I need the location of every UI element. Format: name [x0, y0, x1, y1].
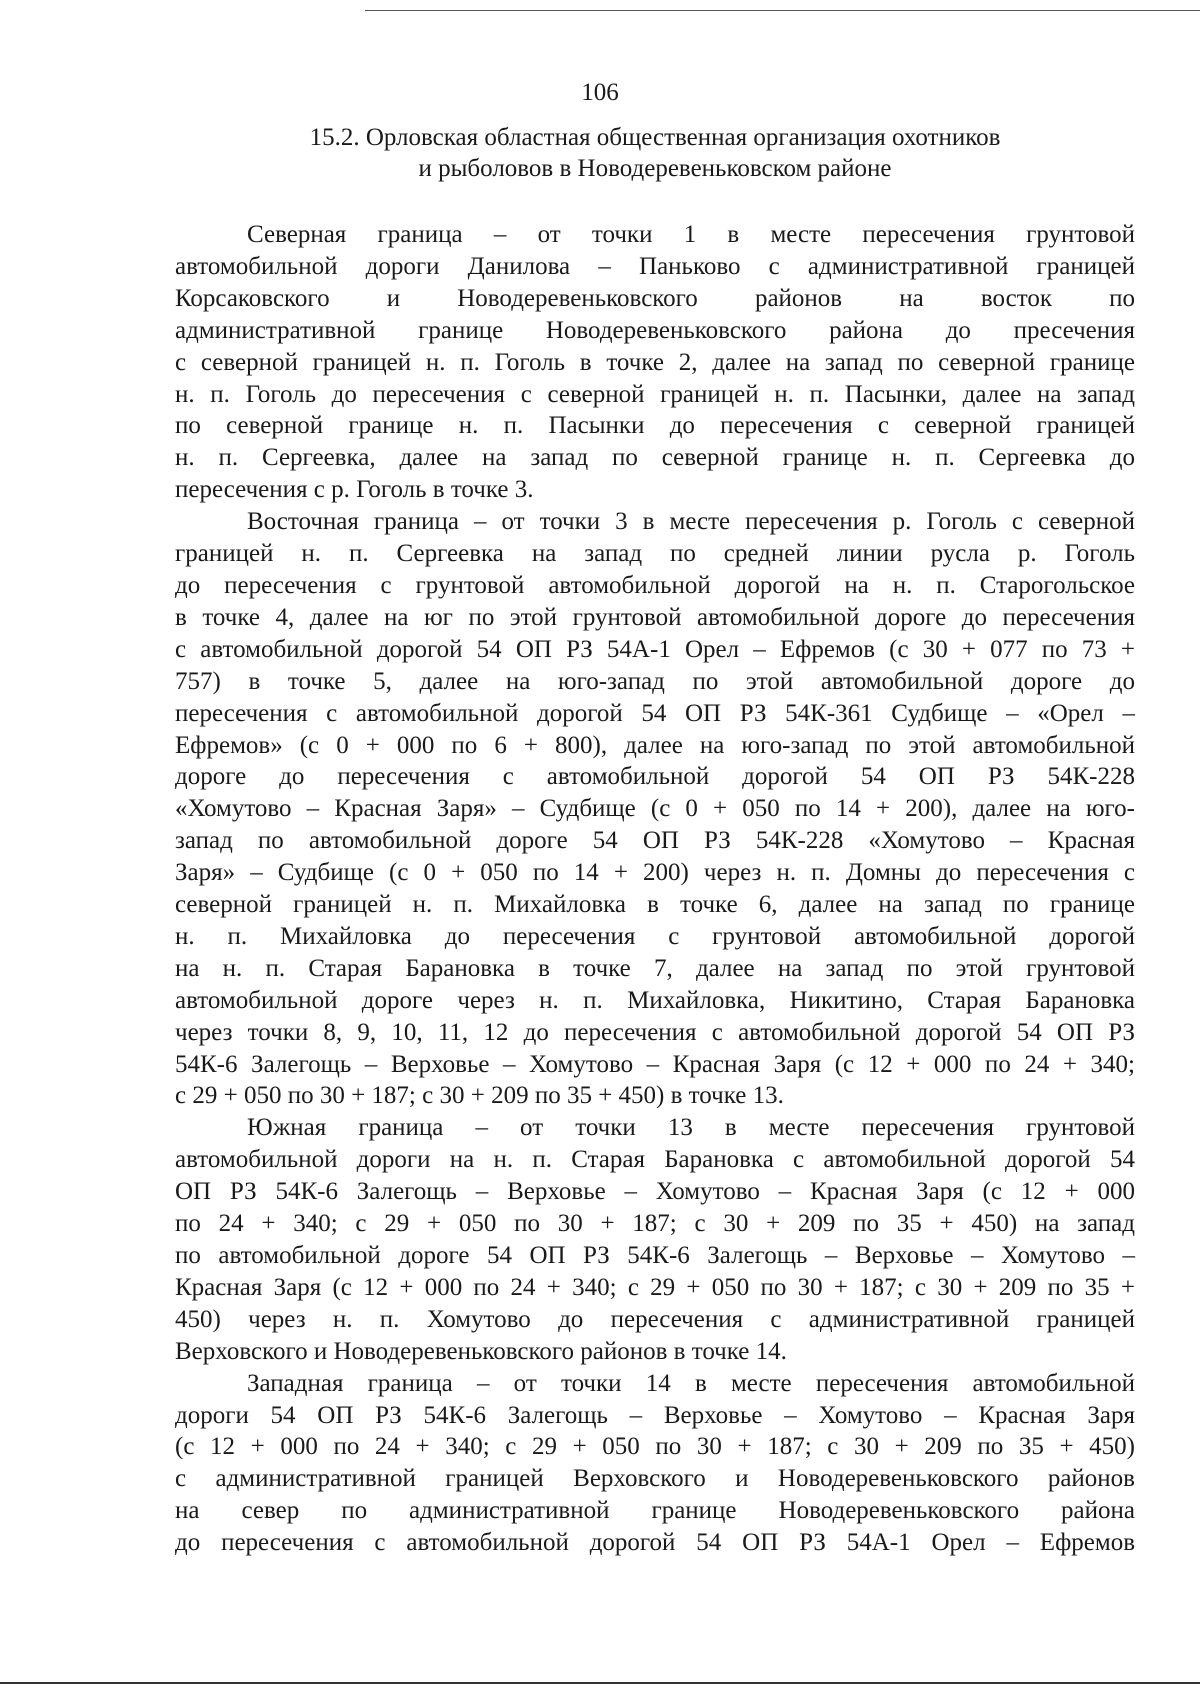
- page-number: 106: [581, 79, 619, 106]
- paragraph-west-boundary: [175, 1368, 1135, 1559]
- text-line: Красная Заря (с 12 + 000 по 24 + 340; с 29 + 050 по 30 + 187; с 30 + 209 по 35 +: [175, 1273, 1135, 1301]
- section-heading: [175, 122, 1135, 184]
- text-line: с автомобильной дорогой 54 ОП РЗ 54А-1 Орел – Ефремов (с 30 + 077 по 73 +: [175, 635, 1135, 663]
- text-line: Заря» – Судбище (с 0 + 050 по 14 + 200) через н. п. Домны до пересечения с: [175, 859, 1135, 887]
- text-line: до пересечения с автомобильной дорогой 54 ОП РЗ 54А-1 Орел – Ефремов: [175, 1529, 1135, 1557]
- text-line: административной границе Новодеревеньковского района до пресечения: [175, 316, 1135, 344]
- text-line: северной границей н. п. Михайловка в точке 6, далее на запад по границе: [175, 891, 1135, 919]
- text-line: по северной границе н. п. Пасынки до пересечения с северной границей: [175, 412, 1135, 440]
- paragraph-north-boundary: [175, 219, 1135, 506]
- text-line: дороги 54 ОП РЗ 54К-6 Залегощь – Верховье – Хомутово – Красная Заря: [175, 1401, 1135, 1429]
- text-line: Корсаковского и Новодеревеньковского районов на восток по: [175, 284, 1135, 312]
- text-line: Западная граница – от точки 14 в месте пересечения автомобильной: [247, 1369, 1135, 1397]
- paragraph-south-boundary: [175, 1112, 1135, 1367]
- text-line: с северной границей н. п. Гоголь в точке 2, далее на запад по северной границе: [175, 348, 1135, 376]
- text-line: дороге до пересечения с автомобильной дорогой 54 ОП РЗ 54К-228: [175, 763, 1135, 791]
- text-line: 757) в точке 5, далее на юго-запад по этой автомобильной дороге до: [175, 667, 1135, 695]
- text-line: через точки 8, 9, 10, 11, 12 до пересечения с автомобильной дорогой 54 ОП РЗ: [175, 1018, 1135, 1046]
- text-line: 450) через н. п. Хомутово до пересечения с административной границей: [175, 1305, 1135, 1333]
- text-line: запад по автомобильной дороге 54 ОП РЗ 54К-228 «Хомутово – Красная: [175, 827, 1135, 855]
- text-line: ОП РЗ 54К-6 Залегощь – Верховье – Хомутово – Красная Заря (с 12 + 000: [175, 1178, 1135, 1206]
- text-line: по автомобильной дороге 54 ОП РЗ 54К-6 Залегощь – Верховье – Хомутово –: [175, 1242, 1135, 1269]
- paragraph-east-boundary: [175, 506, 1135, 1112]
- text-line: «Хомутово – Красная Заря» – Судбище (с 0 + 050 по 14 + 200), далее на юго-: [175, 795, 1135, 823]
- text-line: Верховского и Новодеревеньковского районов в точке 14.: [175, 1337, 787, 1365]
- text-line: по 24 + 340; с 29 + 050 по 30 + 187; с 30 + 209 по 35 + 450) на запад: [175, 1210, 1135, 1238]
- text-line: Южная граница – от точки 13 в месте пересечения грунтовой: [247, 1114, 1135, 1142]
- text-line: пересечения с р. Гоголь в точке 3.: [175, 476, 534, 504]
- text-line: н. п. Михайловка до пересечения с грунтовой автомобильной дорогой: [175, 922, 1135, 950]
- scan-edge-bottom: [0, 1682, 1200, 1684]
- text-line: с административной границей Верховского и Новодеревеньковского районов: [175, 1465, 1135, 1493]
- text-line: границей н. п. Сергеевка на запад по средней линии русла р. Гоголь: [175, 540, 1135, 568]
- text-line: автомобильной дороге через н. п. Михайловка, Никитино, Старая Барановка: [175, 986, 1135, 1014]
- text-line: (с 12 + 000 по 24 + 340; с 29 + 050 по 30 + 187; с 30 + 209 по 35 + 450): [175, 1433, 1135, 1461]
- text-line: н. п. Гоголь до пересечения с северной границей н. п. Пасынки, далее на запад: [175, 380, 1135, 408]
- text-line: с 29 + 050 по 30 + 187; с 30 + 209 по 35 + 450) в точке 13.: [175, 1082, 784, 1110]
- text-line: н. п. Сергеевка, далее на запад по северной границе н. п. Сергеевка до: [175, 444, 1135, 472]
- heading-line-2: и рыболовов в Новодеревеньковском районе: [418, 155, 892, 182]
- document-body: [175, 219, 1135, 1559]
- text-line: Ефремов» (с 0 + 000 по 6 + 800), далее на юго-запад по этой автомобильной: [175, 731, 1135, 759]
- text-line: на н. п. Старая Барановка в точке 7, далее на запад по этой грунтовой: [175, 954, 1135, 982]
- text-line: автомобильной дороги на н. п. Старая Барановка с автомобильной дорогой 54: [175, 1146, 1135, 1174]
- heading-line-1: 15.2. Орловская областная общественная организация охотников: [309, 124, 1001, 151]
- text-line: Северная граница – от точки 1 в месте пересечения грунтовой: [247, 221, 1135, 248]
- text-line: 54К-6 Залегощь – Верховье – Хомутово – Красная Заря (с 12 + 000 по 24 + 340;: [175, 1050, 1135, 1078]
- text-line: пересечения с автомобильной дорогой 54 ОП РЗ 54К-361 Судбище – «Орел –: [175, 699, 1135, 727]
- text-line: Восточная граница – от точки 3 в месте пересечения р. Гоголь с северной: [247, 508, 1135, 536]
- text-line: на север по административной границе Новодеревеньковского района: [175, 1497, 1135, 1525]
- scan-edge-top: [365, 10, 1200, 11]
- text-line: до пересечения с грунтовой автомобильной дорогой на н. п. Старогольское: [175, 571, 1135, 599]
- text-line: в точке 4, далее на юг по этой грунтовой автомобильной дороге до пересечения: [175, 603, 1135, 631]
- text-line: автомобильной дороги Данилова – Паньково с административной границей: [175, 252, 1135, 280]
